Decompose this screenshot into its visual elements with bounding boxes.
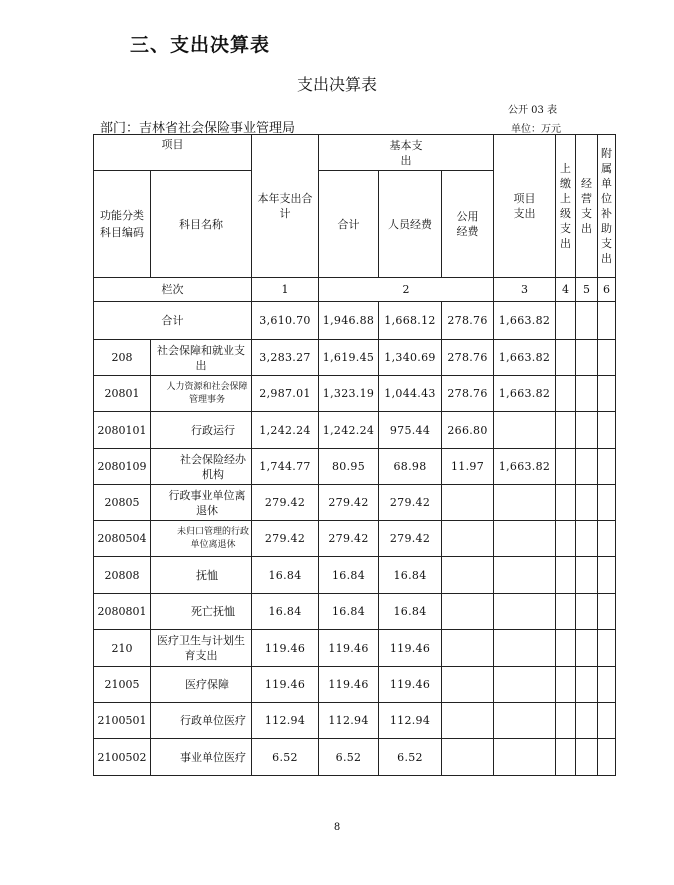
row-total: 1,242.24 xyxy=(252,412,319,449)
table-row xyxy=(94,376,616,412)
row-public xyxy=(442,739,494,776)
row-subsidiary xyxy=(598,449,616,485)
row-project xyxy=(494,485,556,521)
row-upper xyxy=(556,521,576,557)
row-personnel: 68.98 xyxy=(379,449,442,485)
page-number: 8 xyxy=(333,822,341,833)
row-personnel: 119.46 xyxy=(379,630,442,667)
row-code: 20808 xyxy=(94,557,151,594)
row-subsidiary xyxy=(598,630,616,667)
row-personnel: 112.94 xyxy=(379,703,442,739)
row-public xyxy=(442,557,494,594)
row-basic: 119.46 xyxy=(319,667,379,703)
row-subsidiary xyxy=(598,412,616,449)
row-personnel: 6.52 xyxy=(379,739,442,776)
row-subsidiary xyxy=(598,703,616,739)
row-code: 2080101 xyxy=(94,412,151,449)
row-business xyxy=(576,739,598,776)
form-number: 公开 03 表 xyxy=(508,105,558,116)
row-business xyxy=(576,557,598,594)
total-row-total: 3,610.70 xyxy=(252,302,319,340)
document-title: 支出决算表 xyxy=(296,75,377,94)
header-public: 公用经费 xyxy=(442,171,494,278)
row-upper xyxy=(556,485,576,521)
row-business xyxy=(576,340,598,376)
row-basic: 6.52 xyxy=(319,739,379,776)
row-total: 16.84 xyxy=(252,594,319,630)
row-subsidiary xyxy=(598,667,616,703)
row-code: 2100502 xyxy=(94,739,151,776)
row-upper xyxy=(556,630,576,667)
row-name: 未归口管理的行政单位离退休 xyxy=(151,521,252,557)
row-project: 1,663.82 xyxy=(494,376,556,412)
row-project xyxy=(494,594,556,630)
row-code: 2100501 xyxy=(94,703,151,739)
row-total: 279.42 xyxy=(252,485,319,521)
total-row-basic: 1,946.88 xyxy=(319,302,379,340)
row-basic: 1,242.24 xyxy=(319,412,379,449)
row-name: 人力资源和社会保障管理事务 xyxy=(151,376,252,412)
header-basic: 基本支出 xyxy=(319,135,494,171)
row-public xyxy=(442,630,494,667)
total-row-project: 1,663.82 xyxy=(494,302,556,340)
total-row-business xyxy=(576,302,598,340)
column-index-4: 4 xyxy=(556,278,576,302)
header-subsidiary: 附属单位补助支出 xyxy=(598,135,616,278)
row-name: 医疗保障 xyxy=(151,667,252,703)
row-total: 6.52 xyxy=(252,739,319,776)
row-project: 1,663.82 xyxy=(494,340,556,376)
row-public xyxy=(442,485,494,521)
row-code: 210 xyxy=(94,630,151,667)
row-upper xyxy=(556,739,576,776)
total-row-public: 278.76 xyxy=(442,302,494,340)
row-name: 社会保险经办机构 xyxy=(151,449,252,485)
column-index-6: 6 xyxy=(598,278,616,302)
row-subsidiary xyxy=(598,376,616,412)
section-heading: 三、支出决算表 xyxy=(130,34,271,56)
row-subsidiary xyxy=(598,521,616,557)
unit-label: 单位：万元 xyxy=(511,124,561,135)
row-public xyxy=(442,703,494,739)
row-upper xyxy=(556,557,576,594)
row-name: 行政单位医疗 xyxy=(151,703,252,739)
department-label: 部门：吉林省社会保险事业管理局 xyxy=(100,121,296,136)
column-index-2: 2 xyxy=(319,278,494,302)
row-total: 3,283.27 xyxy=(252,340,319,376)
row-subsidiary xyxy=(598,485,616,521)
row-project xyxy=(494,739,556,776)
row-personnel: 1,340.69 xyxy=(379,340,442,376)
row-business xyxy=(576,449,598,485)
column-index-label: 栏次 xyxy=(94,278,252,302)
row-project xyxy=(494,557,556,594)
row-personnel: 975.44 xyxy=(379,412,442,449)
row-basic: 279.42 xyxy=(319,485,379,521)
row-total: 2,987.01 xyxy=(252,376,319,412)
row-name: 死亡抚恤 xyxy=(151,594,252,630)
header-upper: 上缴上级支出 xyxy=(556,135,576,278)
header-subtotal: 合计 xyxy=(319,171,379,278)
row-upper xyxy=(556,412,576,449)
header-project: 项目支出 xyxy=(494,135,556,278)
table-row xyxy=(94,703,616,739)
row-personnel: 16.84 xyxy=(379,594,442,630)
row-public: 11.97 xyxy=(442,449,494,485)
row-total: 279.42 xyxy=(252,521,319,557)
row-subsidiary xyxy=(598,739,616,776)
table-row xyxy=(94,594,616,630)
row-personnel: 1,044.43 xyxy=(379,376,442,412)
row-code: 208 xyxy=(94,340,151,376)
row-project xyxy=(494,703,556,739)
row-total: 119.46 xyxy=(252,630,319,667)
row-basic: 1,323.19 xyxy=(319,376,379,412)
row-code: 20801 xyxy=(94,376,151,412)
row-subsidiary xyxy=(598,557,616,594)
column-index-3: 3 xyxy=(494,278,556,302)
header-total-year: 本年支出合计 xyxy=(252,135,319,278)
row-code: 21005 xyxy=(94,667,151,703)
row-public: 266.80 xyxy=(442,412,494,449)
row-basic: 16.84 xyxy=(319,557,379,594)
header-subject-name: 科目名称 xyxy=(151,171,252,278)
row-project xyxy=(494,521,556,557)
row-code: 2080109 xyxy=(94,449,151,485)
row-personnel: 119.46 xyxy=(379,667,442,703)
table-row xyxy=(94,557,616,594)
row-project xyxy=(494,412,556,449)
row-basic: 279.42 xyxy=(319,521,379,557)
row-name: 社会保障和就业支出 xyxy=(151,340,252,376)
header-item: 项目 xyxy=(94,135,252,171)
row-business xyxy=(576,703,598,739)
row-business xyxy=(576,594,598,630)
row-business xyxy=(576,485,598,521)
row-basic: 112.94 xyxy=(319,703,379,739)
row-total: 112.94 xyxy=(252,703,319,739)
table-row xyxy=(94,521,616,557)
row-basic: 80.95 xyxy=(319,449,379,485)
row-name: 行政事业单位离退休 xyxy=(151,485,252,521)
row-code: 20805 xyxy=(94,485,151,521)
row-personnel: 279.42 xyxy=(379,485,442,521)
row-name: 医疗卫生与计划生育支出 xyxy=(151,630,252,667)
row-public xyxy=(442,594,494,630)
row-project: 1,663.82 xyxy=(494,449,556,485)
header-func-code: 功能分类科目编码 xyxy=(94,171,151,278)
row-upper xyxy=(556,340,576,376)
total-row-personnel: 1,668.12 xyxy=(379,302,442,340)
row-name: 抚恤 xyxy=(151,557,252,594)
row-business xyxy=(576,521,598,557)
row-name: 事业单位医疗 xyxy=(151,739,252,776)
table-row xyxy=(94,630,616,667)
row-basic: 16.84 xyxy=(319,594,379,630)
row-name: 行政运行 xyxy=(151,412,252,449)
row-personnel: 279.42 xyxy=(379,521,442,557)
row-public xyxy=(442,667,494,703)
row-business xyxy=(576,630,598,667)
table-row xyxy=(94,449,616,485)
row-personnel: 16.84 xyxy=(379,557,442,594)
row-subsidiary xyxy=(598,340,616,376)
row-total: 119.46 xyxy=(252,667,319,703)
row-subsidiary xyxy=(598,594,616,630)
column-index-1: 1 xyxy=(252,278,319,302)
row-upper xyxy=(556,594,576,630)
row-upper xyxy=(556,376,576,412)
row-upper xyxy=(556,667,576,703)
row-public: 278.76 xyxy=(442,376,494,412)
table-row xyxy=(94,485,616,521)
row-total: 1,744.77 xyxy=(252,449,319,485)
header-personnel: 人员经费 xyxy=(379,171,442,278)
column-index-5: 5 xyxy=(576,278,598,302)
table-row xyxy=(94,739,616,776)
row-business xyxy=(576,667,598,703)
table-row xyxy=(94,340,616,376)
row-basic: 119.46 xyxy=(319,630,379,667)
row-business xyxy=(576,412,598,449)
header-business: 经营支出 xyxy=(576,135,598,278)
row-basic: 1,619.45 xyxy=(319,340,379,376)
row-business xyxy=(576,376,598,412)
row-public xyxy=(442,521,494,557)
total-row-upper xyxy=(556,302,576,340)
row-code: 2080504 xyxy=(94,521,151,557)
row-upper xyxy=(556,449,576,485)
total-row-label: 合计 xyxy=(94,302,252,340)
row-code: 2080801 xyxy=(94,594,151,630)
row-project xyxy=(494,667,556,703)
expenditure-table xyxy=(93,134,616,776)
row-public: 278.76 xyxy=(442,340,494,376)
row-upper xyxy=(556,703,576,739)
table-row xyxy=(94,412,616,449)
row-total: 16.84 xyxy=(252,557,319,594)
table-row xyxy=(94,667,616,703)
row-project xyxy=(494,630,556,667)
total-row-subsidiary xyxy=(598,302,616,340)
